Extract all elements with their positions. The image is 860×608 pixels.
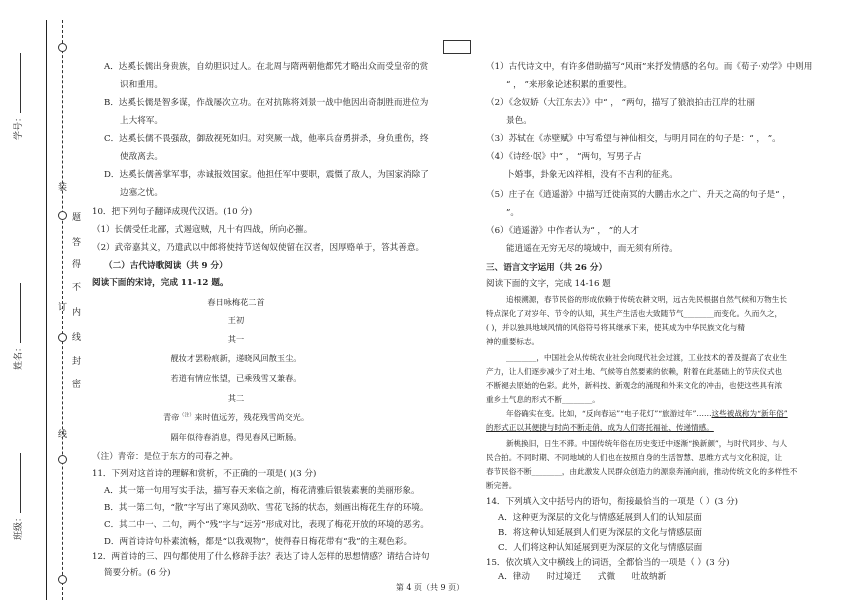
q12-stem-cont: 简要分析。(6 分)	[104, 568, 171, 578]
passage-p2-2: 产力，让人们逐步减少了对土地、气候等自然要素的依赖，附着在此基础上的节庆仪式也	[486, 367, 783, 376]
passage-p4-4: 断完善。	[486, 481, 517, 490]
q9-option-a: A．达奚长儒出身贵族，自幼胆识过人。在北周与隋两朝他都凭才略出众而受皇帝的赏	[104, 62, 429, 72]
binding-char: 装	[58, 183, 68, 193]
fill-5a: （5）庄子在《逍遥游》中描写迁徙南冥的大鹏击水之广、升天之高的句子是“ ，	[486, 190, 791, 200]
fill-6a: （6）《逍遥游》中作者认为“ ， ”的人才	[486, 226, 639, 236]
q9-option-b-cont: 上大将军。	[120, 116, 163, 126]
q9-option-a-cont: 识和重用。	[120, 80, 163, 90]
fill-1b: “ ， ”来形象论述积累的重要性。	[506, 80, 632, 90]
q10-sentence-1: （1）长儒受任北鄙，式遏寇贼，凡十有四战，所向必摧。	[92, 225, 313, 235]
fill-4a: （4）《诗经·氓》中“ ， ”两句，写男子占	[486, 152, 642, 162]
binding-char: 线	[58, 430, 68, 440]
poem-line-3: 青帝$^{(注)}$来时值远芳，残花残雪尚交光。	[162, 412, 310, 422]
q14-option-c: C．人们将这种认知延展到更为深层的文化与情感层面	[498, 543, 703, 553]
fill-2a: （2）《念奴娇（大江东去）》中“ ， ”两句，描写了狼浪拍击江岸的壮丽	[486, 98, 755, 108]
q11-option-d: D．两首诗诗句朴素流畅，都是“以我观物”，使得春日梅花带有“我”的主观色彩。	[104, 537, 413, 547]
q15-option-a: A．律动 时过境迁 式微 吐故纳新	[498, 572, 667, 582]
q14-option-b: B．将这种认知延展到人们更为深层的文化与情感层面	[498, 528, 702, 538]
seal-char: 不	[72, 283, 82, 293]
passage-p4-3: 春节民俗不断________，由此激发人民群众创造力的源泉奔涌向前，推动传统文化的多样性不	[486, 467, 798, 476]
q11-stem: 11．下列对这首诗的理解和赏析，不正确的一项是( )(3 分)	[92, 469, 317, 479]
passage-p2-4: 重乡土气息的形式不断________。	[486, 395, 600, 404]
binding-hole	[58, 455, 67, 464]
seal-char: 得	[72, 260, 82, 270]
seal-char: 密	[72, 380, 82, 390]
poem-part-2: 其二	[227, 393, 245, 403]
q14-stem: 14．下列填入文中括号内的语句，衔接最恰当的一项是（ ）(3 分)	[486, 497, 739, 507]
binding-hole	[58, 43, 67, 52]
passage-p4-2: 民合拍。不同时期、不同地域的人们也在按照自身的生活智慧、思维方式与文化积淀，让	[486, 453, 783, 462]
page-footer: 第 4 页（共 9 页）	[395, 583, 465, 592]
fill-3: （3）苏轼在《赤壁赋》中写希望与神仙相交，与明月同在的句子是：“ ， ”。	[486, 134, 781, 144]
seal-char: 封	[72, 357, 82, 367]
q9-option-c-cont: 使敌离去。	[120, 152, 163, 162]
poem-title: 春日咏梅花二首	[207, 297, 265, 307]
seal-char: 题	[72, 213, 82, 223]
fill-5b: ”。	[506, 208, 519, 218]
poem-part-1: 其一	[227, 334, 245, 344]
binding-char: 订	[58, 303, 68, 313]
passage-p1-4: 神的重要标志。	[486, 337, 540, 346]
q9-option-d-cont: 边塞之忧。	[120, 188, 163, 198]
seal-char: 内	[72, 308, 82, 318]
q11-option-c: C．其二中一、二句，两个“残”字与“远芳”形成对比，表现了梅花开放的环境的恶劣。	[104, 520, 429, 530]
poem-line-1: 靓妆才罢粉痕新，递晓风回散玉尘。	[170, 353, 302, 363]
language-intro: 阅读下面的文字，完成 14-16 题	[486, 279, 611, 289]
passage-p4-1: 新桃换旧，日生不滞。中国传统年俗在历史变迁中逐渐“换新颜”，与时代同步、与人	[506, 439, 788, 448]
binding-hole	[58, 211, 67, 220]
passage-p2-3: 不断褪去原始的色彩。此外，新科技、新观念的涌现和外来文化的冲击，也使这些具有浓	[486, 381, 783, 390]
fill-1a: （1）古代诗文中，有许多借助描写“风雨”来抒发情感的名句。而《荀子·劝学》中则用	[486, 62, 813, 72]
passage-p1-1: 追根溯源，春节民俗的形成依赖于传统农耕文明，远古先民根据自然气候和万物生长	[506, 295, 787, 304]
passage-p3-2: 的形式正以其便捷与时尚不断走俏，成为人们寄托福祉、传递情感。	[486, 423, 714, 432]
q9-option-c: C．达奚长儒不畏强敌，御敌视死如归。对突厥一战，他率兵奋勇拼杀，身负重伤，终	[104, 134, 429, 144]
poem-line-2: 若道有情应怅望，已乘残雪又兼春。	[170, 373, 302, 383]
passage-p1-2: 特点深化了对岁年、节令的认知，其生产生活也大致随节气________而变化。久而久之，	[486, 309, 783, 318]
page-corner-box	[443, 40, 471, 54]
q11-option-a: A．其一第一句用写实手法，描写春天来临之前，梅花清雅后银装素裹的美丽形象。	[104, 486, 420, 496]
passage-p3-1: 年俗确实在变。比如，“反向春运”“电子花灯”“旅游过年”……这些被战称为“新年俗”	[506, 409, 788, 418]
q9-option-b: B．达奚长儒是智多谋，作战屡次立功。在对抗陈将刘景一战中他因出奇制胜而进位为	[104, 98, 429, 108]
q9-option-d: D．达奚长儒善掌军事，赤诚报效国家。他担任军中要职，震慑了敌人，为国家消除了	[104, 170, 429, 180]
q15-stem: 15．依次填入文中横线上的词语，全都恰当的一项是（ ）(3 分)	[486, 558, 730, 568]
section-poetry-heading: （二）古代诗歌阅读（共 9 分）	[104, 261, 228, 271]
q10-heading: 10．把下列句子翻译成现代汉语。(10 分)	[92, 207, 253, 217]
poem-author: 王初	[227, 315, 245, 325]
q14-option-a: A．这种更为深层的文化与情感延展到人们的认知层面	[498, 513, 702, 523]
student-id-label: 学号：	[14, 53, 25, 140]
passage-p1-3: ( )，并以独具地域风情的风俗符号将其继承下来，使其成为中华民族文化与精	[486, 323, 745, 332]
section-language-heading: 三、语言文字运用（共 26 分）	[486, 263, 608, 273]
q12-stem: 12．两首诗的三、四句都使用了什么修辞手法？表达了诗人怎样的思想情感？请结合诗句	[92, 552, 430, 562]
binding-hole	[58, 333, 67, 342]
fill-4b: 卜婚事，卦象无凶祥相，没有不吉利的征兆。	[506, 170, 678, 180]
fill-2b: 景色。	[506, 116, 532, 126]
fill-6b: 能逍遥在无穷无尽的境域中，而无须有所待。	[506, 244, 678, 254]
poem-note: （注）青帝：是位于东方的司春之神。	[92, 452, 239, 462]
poetry-intro: 阅读下面的宋诗，完成 11-12 题。	[92, 278, 229, 288]
seal-char: 线	[72, 333, 82, 343]
seal-char: 答	[72, 238, 82, 248]
binding-line-outer	[46, 20, 47, 600]
class-label: 班级：	[14, 453, 25, 540]
passage-p2-1: ________，中国社会从传统农业社会向现代社会过渡，工业技术的普及提高了农业生	[506, 353, 787, 362]
q11-option-b: B．其一第二句，“散”字写出了寒风劲吹、雪花飞扬的状态，刻画出梅花生存的环境。	[104, 503, 429, 513]
name-label: 姓名：	[14, 283, 25, 370]
poem-line-4: 隔年似待春消息，得见春风已断肠。	[170, 432, 302, 442]
q10-sentence-2: （2）武帝嘉其义，乃遣武以中郎将使持节送匈奴使留在汉者，因厚赂单于，答其善意。	[92, 243, 425, 253]
